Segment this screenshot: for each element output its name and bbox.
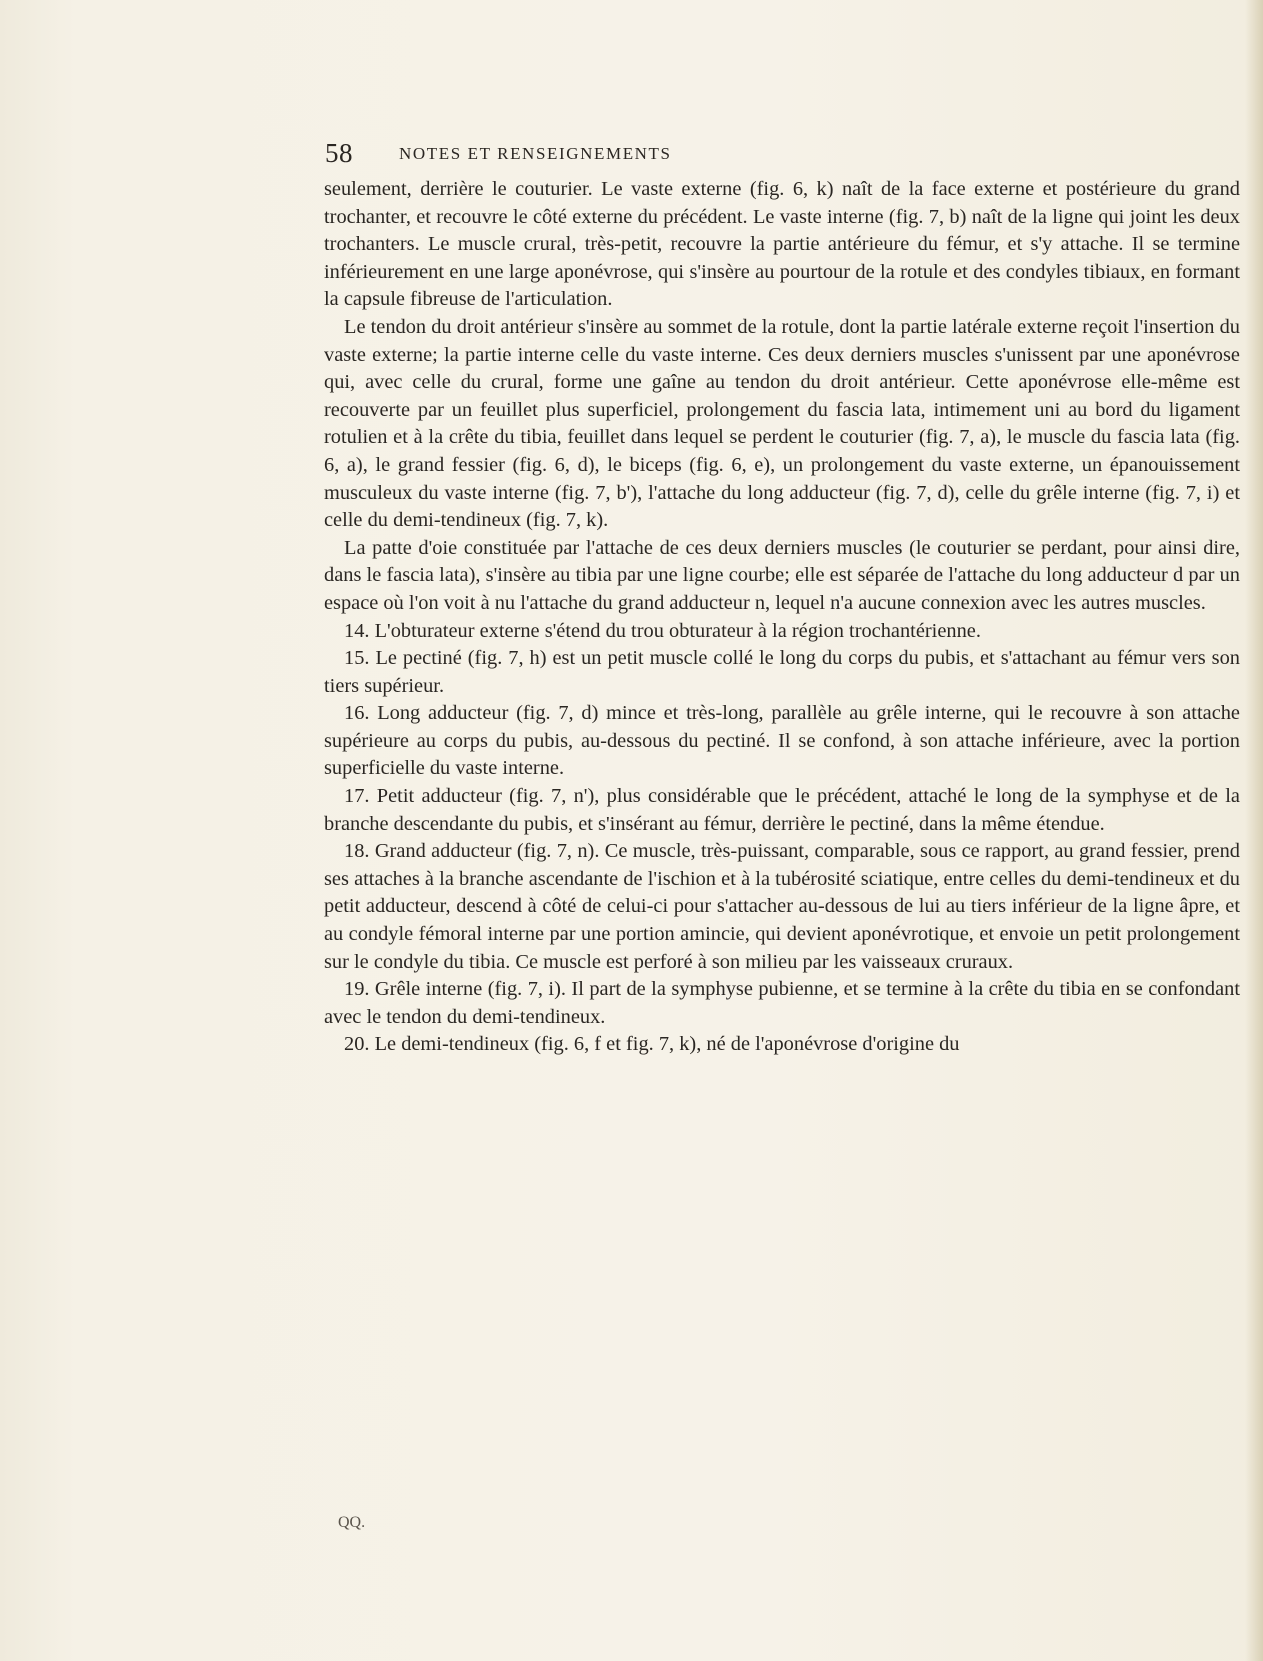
paragraph-14: 14. L'obturateur externe s'étend du trou obturateur à la région trochantérienne.	[344, 619, 981, 642]
paragraph: seulement, derrière le couturier. Le vaste externe (fig. 6, k) naît de la face externe et postérieure du grand trochanter, et recouvre le côté externe du précédent. Le vaste interne (fig. 7, b) naît de la ligne qui joint les deux trochanters. Le muscle crural, très-petit, recouvre la partie antérieure du fémur, et s'y attache. Il se termine inférieurement en une large aponévrose, qui s'insère au pourtour de la rotule et des condyles tibiaux, en formant la capsule fibreuse de l'articulation.	[324, 178, 1240, 311]
page-header	[325, 138, 945, 172]
paragraph: Le tendon du droit antérieur s'insère au sommet de la rotule, dont la partie latérale externe reçoit l'insertion du vaste externe; la partie interne celle du vaste interne. Ces deux derniers muscles s'unissent par une aponévrose qui, avec celle du crural, forme une gaîne au tendon du droit antérieur. Cette aponévrose elle-même est recouverte par un feuillet plus superficiel, prolongement du fascia lata, intimement uni au bord du ligament rotulien et à la crête du tibia, feuillet dans lequel se perdent le couturier (fig. 7, a), le muscle du fascia lata (fig. 6, a), le grand fessier (fig. 6, d), le biceps (fig. 6, e), un prolongement du vaste externe, un épanouissement musculeux du vaste interne (fig. 7, b'), l'attache du long adducteur (fig. 7, d), celle du grêle interne (fig. 7, i) et celle du demi-tendineux (fig. 7, k).	[324, 315, 1240, 532]
page-edge-shadow	[1245, 0, 1263, 1661]
paragraph-17: 17. Petit adducteur (fig. 7, n'), plus considérable que le précédent, attaché le long de la symphyse et de la branche descendante du pubis, et s'insérant au fémur, derrière le pectiné, dans la même étendue.	[324, 785, 1240, 835]
signature-mark: QQ.	[338, 1514, 366, 1531]
paragraph-20: 20. Le demi-tendineux (fig. 6, f et fig. 7, k), né de l'aponévrose d'origine du	[344, 1033, 960, 1056]
running-title: NOTES ET RENSEIGNEMENTS	[399, 144, 672, 163]
text-body	[324, 176, 1240, 1059]
page-number: 58	[325, 138, 353, 168]
paragraph-19: 19. Grêle interne (fig. 7, i). Il part de la symphyse pubienne, et se termine à la crête du tibia en se confondant avec le tendon du demi-tendineux.	[324, 978, 1240, 1028]
paragraph: La patte d'oie constituée par l'attache de ces deux derniers muscles (le couturier se perdant, pour ainsi dire, dans le fascia lata), s'insère au tibia par une ligne courbe; elle est séparée de l'attache du long adducteur d par un espace où l'on voit à nu l'attache du grand adducteur n, lequel n'a aucune connexion avec les autres muscles.	[324, 536, 1240, 614]
paragraph-15: 15. Le pectiné (fig. 7, h) est un petit muscle collé le long du corps du pubis, et s'attachant au fémur vers son tiers supérieur.	[324, 647, 1240, 697]
paragraph-16: 16. Long adducteur (fig. 7, d) mince et très-long, parallèle au grêle interne, qui le recouvre à son attache supérieure au corps du pubis, au-dessous du pectiné. Il se confond, à son attache inférieure, avec la portion superficielle du vaste interne.	[324, 702, 1240, 780]
paragraph-18: 18. Grand adducteur (fig. 7, n). Ce muscle, très-puissant, comparable, sous ce rapport, au grand fessier, prend ses attaches à la branche ascendante de l'ischion et à la tubérosité sciatique, entre celles du demi-tendineux et du petit adducteur, descend à côté de celui-ci pour s'attacher au-dessous de lui au tiers inférieur de la ligne âpre, et au condyle fémoral interne par une portion amincie, qui devient aponévrotique, et envoie un petit prolongement sur le condyle du tibia. Ce muscle est perforé à son milieu par les vaisseaux cruraux.	[324, 840, 1240, 973]
